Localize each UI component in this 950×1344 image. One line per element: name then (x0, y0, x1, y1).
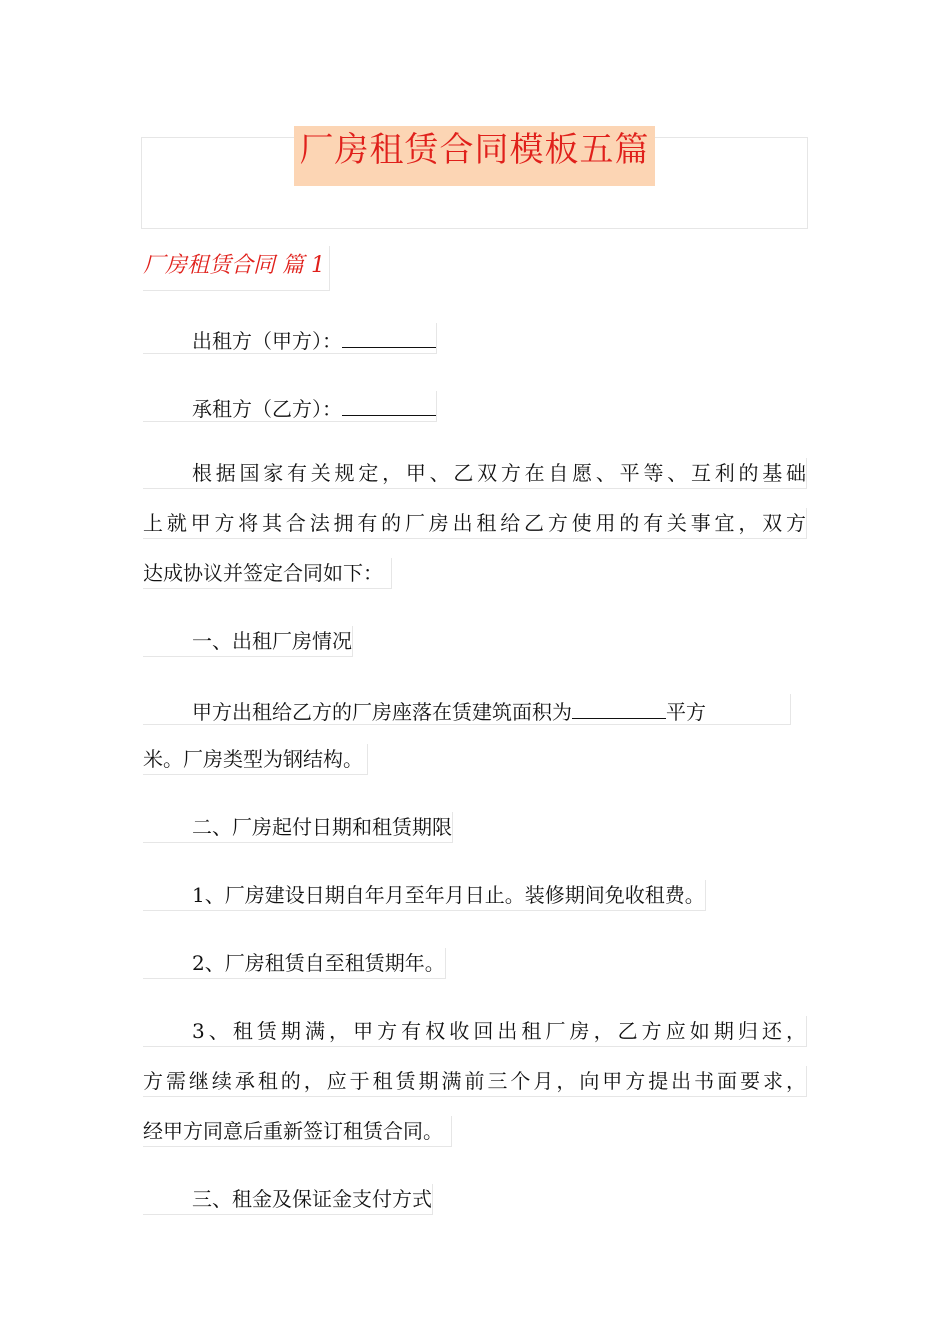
clause-item: 1、厂房建设日期自年月至年月日止。装修期间免收租费。 (143, 880, 706, 911)
lessor-blank (342, 323, 436, 348)
area-blank (572, 694, 666, 719)
area-unit: 平方 (666, 700, 706, 724)
paragraph-line: 达成协议并签定合同如下： (143, 558, 392, 589)
paragraph-line: 根据国家有关规定，甲、乙双方在自愿、平等、互利的基础 (143, 458, 807, 489)
lessor-line (143, 323, 437, 354)
area-text: 甲方出租给乙方的厂房座落在赁建筑面积为 (192, 700, 572, 724)
paragraph-line: 方需继续承租的，应于租赁期满前三个月，向甲方提出书面要求， (143, 1066, 807, 1097)
paragraph-line: 米。厂房类型为钢结构。 (143, 744, 368, 775)
lessee-blank (342, 391, 436, 416)
clause-heading: 三、租金及保证金支付方式 (143, 1184, 433, 1215)
paragraph-line: 经甲方同意后重新签订租赁合同。 (143, 1116, 452, 1147)
clause-item: 2、厂房租赁自至租赁期年。 (143, 948, 446, 979)
lessee-label: 承租方（乙方）： (192, 397, 342, 421)
clause-heading: 一、出租厂房情况 (143, 626, 353, 657)
section-heading: 厂房租赁合同 篇 1 (143, 246, 330, 291)
clause-heading: 二、厂房起付日期和租赁期限 (143, 812, 453, 843)
paragraph-line (143, 694, 791, 725)
lessee-line (143, 391, 437, 422)
clause-item: 3、租赁期满，甲方有权收回出租厂房，乙方应如期归还， (143, 1016, 807, 1047)
paragraph-line: 上就甲方将其合法拥有的厂房出租给乙方使用的有关事宜，双方 (143, 508, 807, 539)
document-title: 厂房租赁合同模板五篇 (294, 126, 655, 186)
lessor-label: 出租方（甲方）： (192, 329, 342, 353)
